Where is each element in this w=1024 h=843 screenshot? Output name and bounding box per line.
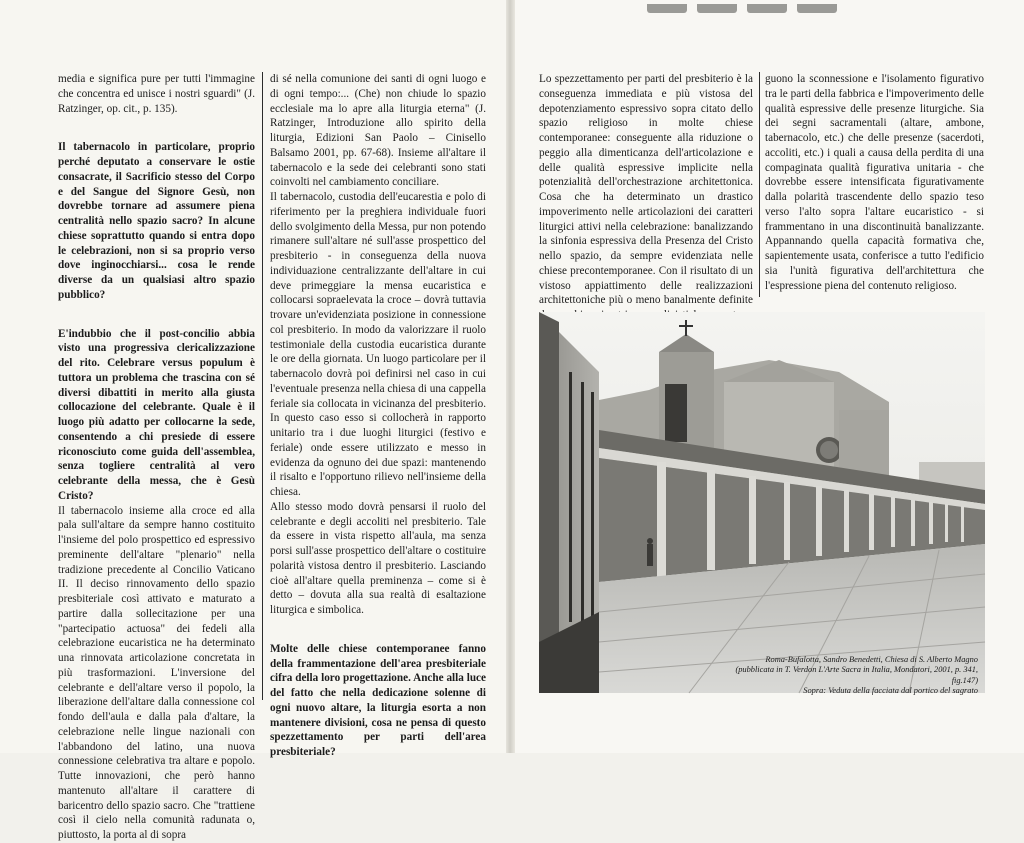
right-page-column-2	[765, 72, 984, 293]
question-paragraph: Molte delle chiese contemporanee fanno della frammentazione dell'area presbiteriale cifra della loro progettazione. Anche alla luce del fatto che nella dedicazione solenne di ogni nuovo altare, la liturgia esorta a non mantenere divisioni, cosa ne pensa di questo spezzettamento per parti dell'area presbiteriale?	[270, 642, 486, 758]
question-paragraph: E'indubbio che il post-concilio abbia visto una progressiva clericalizzazione del rito. Celebrare versus populum è tuttora un problema che trascina con sé diversi dibattiti in merito alla giusta collocazione del celebrante. Quale è il luogo più adatto per collocarne la sede, consentendo a chi presiede di essere riconosciuto come guida dell'assemblea, senza togliere centralità al vero celebrante della messa, che è Gesù Cristo?	[58, 327, 255, 502]
right-page-column-1	[539, 72, 753, 338]
question-paragraph: Il tabernacolo in particolare, proprio perché deputato a conservare le ostie consacrate, il Sacrificio stesso del Corpo e del Sangue del Signore Gesù, non dovrebbe tornare ad assumere piena centralità nello spazio sacro? In alcune chiese soprattutto quando si entra dopo le celebrazioni, non si sa proprio verso dove inginocchiarsi... cosa le rende diverse da un qualsiasi altro spazio pubblico?	[58, 141, 255, 301]
caption-line: (pubblicata in T. Verdon L'Arte Sacra in Italia, Mondatori, 2001, p. 341, fig.147)	[735, 665, 978, 685]
paragraph: Lo spezzettamento per parti del presbiterio è la conseguenza immediata e più vistosa del depotenziamento espressivo sopra citato dello spazio religioso in molte chiese contemporanee: conseguente alla riduzione o peggio alla dimenticanza dell'articolazione e delle qualità espressive implicite nella potenzialità dell'orchestrazione architettonica. Cosa che ha determinato un drastico impoverimento nelle articolazioni dei caratteri liturgici attivi nella celebrazione: banalizzando la sinfonia espressiva della Presenza del Cristo nello spazio, da sempre evidenziata nelle chiese precontemporanee. Con il risultato di un vistoso appiattimento delle realizzazioni architettoniche più o meno banalmente definite	[539, 73, 753, 307]
paragraph: guono la sconnessione e l'isolamento figurativo tra le parti della fabbrica e l'impoverimento delle qualità espressive delle presenze liturgiche. Sia dei segni sacramentali (altare, ambone, tabernacolo, etc.) che delle presenze (sacerdoti, accoliti, etc.) i quali a causa della perdita di una compaginata qualità figurativa unitaria - che dovrebbe essere intensificata figurativamente dalla polarità trascendente dello spazio teso verso l'alto sopra l'altare eucaristico - si frammentano in una discontinuità banalizzante. Appannando quella capacità formativa che, sapientemente usata, conferisce a tutto l'edificio sia l'unità figurativa dell'architettura che l'espressione piena del contenuto religioso.	[765, 73, 984, 292]
church-photo	[539, 312, 985, 693]
paragraph: media e significa pure per tutti l'immagine che concentra ed unisce i nostri sguardi" (J. Ratzinger, op. cit., p. 135).	[58, 73, 255, 115]
paragraph: Il tabernacolo, custodia dell'eucarestia e polo di riferimento per la preghiera individuale fuori dello svolgimento della Messa, pur non potendo rimanere sull'altare né sull'asse prospettico del presbiterio - in conseguenza della nuova individuazione centralizzante dell'altare in cui deve primeggiare la mensa eucaristica e collocarsi sopraelevata la croce – dovrà tuttavia trovare un'evidenziata posizione in connessione col presbiterio. In modo da valorizzare il ruolo testimoniale della custodia eucaristica durante le ore della giornata. Un luogo particolare per il tabernacolo dovrà poi definirsi nel caso in cui l'eventuale presenza nella chiesa di una cappella feriale sia collocata in vicinanza del presbiterio. In questo caso esso si collocherà in rapporto unitario tra i due luoghi liturgici (festivo e feriale) onde essere utilizzato e messo in evidenza da ognuno dei due spazi: mantenendo il risalto e l'opportuno rilievo nell'insieme della chiesa.	[270, 191, 486, 498]
paragraph: di sé nella comunione dei santi di ogni luogo e di ogni tempo:... (Che) non chiude lo spazio ecclesiale ma lo apre alla liturgia eterna" (J. Ratzinger, Introduzione allo spirito della liturgia, Edizioni San Paolo – Cinisello Balsamo 2001, pp. 67-68). Insieme all'altare il tabernacolo e la sede dei celebranti sono stati coinvolti nel cambiamento conciliare.	[270, 73, 486, 189]
column-divider	[262, 72, 263, 700]
paragraph: Allo stesso modo dovrà pensarsi il ruolo del celebrante e degli accoliti nel presbiterio. Tale da essere in vista rispetto all'aula, ma senza porsi sull'asse prospettico dell'altare o costituire polarità vistosa dentro il presbiterio. Lasciando cioè all'altare quella preminenza – come si è detto – dovuta alla sua realtà di esaltazione liturgica e simbolica.	[270, 500, 486, 616]
left-page-column-1	[58, 72, 255, 843]
caption-line: Roma-Bufalotta, Sandro Benedetti, Chiesa di S. Alberto Magno	[765, 655, 978, 664]
left-page-column-2	[270, 72, 486, 760]
page-gutter	[506, 0, 515, 753]
page-header-decoration	[647, 0, 947, 12]
caption-line: Sopra: Veduta della facciata dal portico del sagrato	[803, 686, 978, 696]
column-divider	[759, 72, 760, 297]
photo-caption	[728, 655, 978, 697]
paragraph: Il tabernacolo insieme alla croce ed alla pala sull'altare da sempre hanno costituito l'insieme del polo prospettico ed espressivo preminente dell'altare "plenario" nella tradizione precedente al Concilio Vaticano II. Il deciso rinnovamento dello spazio presbiteriale così attivato e maturato a partire dalla sollecitazione per una "partecipatio actuosa" dei fedeli alla celebrazione eucaristica ne ha determinato una rinnovata articolazione concretata in più trasformazioni. L'inversione del celebrante e dell'altare verso il popolo, la liberazione dell'altare dalla connessione col fondo dell'aula e dalla pala d'altare, la celebrazione nelle lingue nazionali con l'abbandono del latino, una nuova connessione celebrativa tra altare e popolo. Tutte innovazioni, che però hanno mantenuto all'altare il carattere di baricentro dello spazio sacro. Che "trattiene così il cielo nella comunità radunata o, piuttosto, la porta al di sopra	[58, 504, 255, 841]
